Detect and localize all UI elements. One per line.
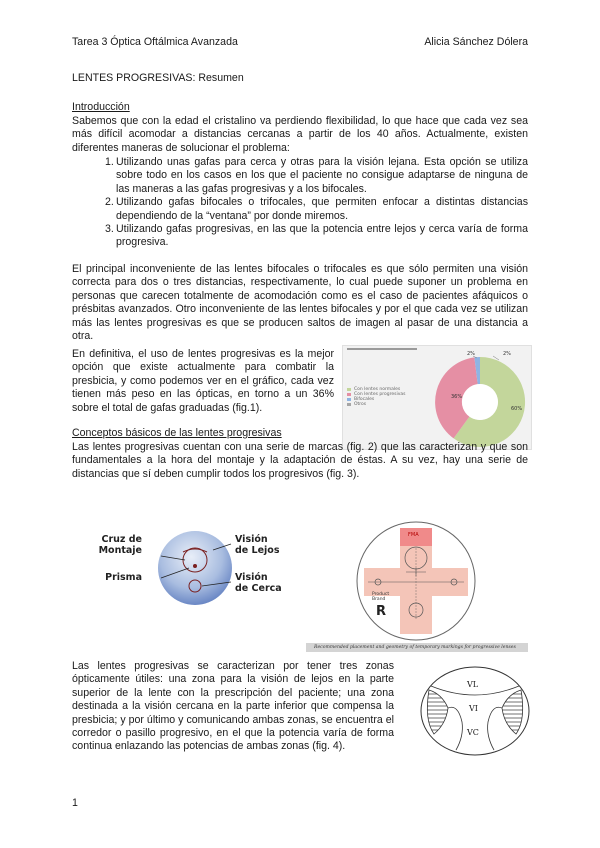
label-cruz-montaje: Cruz de Montaje [98,534,142,556]
legend-item: Otros [347,402,405,407]
document-title: LENTES PROGRESIVAS: Resumen [72,72,244,84]
header-right: Alicia Sánchez Dólera [424,36,528,48]
list-text: Utilizando unas gafas para cerca y otras para la visión lejana. Esta opción se utiliza sobre todo en los casos en los que el paciente no consigue adaptarse de ninguna de las maneras a las gafas progresivas y a los bifocales. [116,156,528,195]
figure-3-caption: Recommended placement and geometry of temporary markings for progressive lenses [314,645,516,650]
label-vc: VC [467,728,479,737]
label-prisma: Prisma [105,572,142,583]
list-text: Utilizando gafas progresivas, en las que la potencia entre lejos y cerca varía de forma progresiva. [116,223,528,249]
label-60: 60% [511,406,523,412]
figure-4-zones [418,664,532,758]
list-item [72,156,528,196]
lens-geometry [354,520,478,642]
label-vi: VI [469,704,478,713]
header-left: Tarea 3 Óptica Oftálmica Avanzada [72,36,238,48]
figure-3-caption-bar [306,643,528,652]
figure-1-chart [342,345,532,450]
list-text: Utilizando gafas bifocales o trifocales, que permiten enfocar a distintas distancias dependiendo de la “ventana” por donde miremos. [116,196,528,222]
chart-legend [347,387,405,407]
label-vision-cerca: Visión de Cerca [235,572,282,594]
legend-item: Con lentes normales [347,387,405,392]
intro-paragraph-3: En definitiva, el uso de lentes progresivas es la mejor opción que existe actualmente para combatir la presbicia, y como podemos ver en el gráfico, cada vez tienen más peso en las ópticas, en torno a un 36% sobre el total de gafas graduadas (fig.1). [72,348,334,414]
legend-item: Bifocales [347,397,405,402]
label-vision-lejos: Visión de Lejos [235,534,280,556]
label-vl: VL [467,680,479,689]
label-product-brand: Product Brand [372,592,390,602]
figure-2-markings [80,528,290,608]
intro-paragraph-2: El principal inconveniente de las lentes bifocales o trifocales es que sólo permiten una visión correcta para dos o tres distancias, respectivamente, lo cual puede suponer un problema en personas que carecen totalmente de acomodación como es el caso de pacientes afáquicos o présbitas avanzados. Otro inconveniente de las lentes bifocales y por el que cada vez se utilizan más las lentes progresivas es que se producen saltos de imagen al pasar de una distancia a otra. [72,263,528,343]
label-fma: FMA [408,532,419,538]
list-number: 3. [105,223,114,236]
lens-diagram [155,530,235,608]
label-2a: 2% [467,351,475,357]
intro-heading: Introducción [72,101,130,113]
list-number: 2. [105,196,114,209]
intro-list [72,156,528,250]
label-2b: 2% [503,351,511,357]
concepts-heading: Conceptos básicos de las lentes progresivas [72,427,282,439]
list-item [72,196,528,223]
list-number: 1. [105,156,114,168]
legend-item: Con lentes progresivas [347,392,405,397]
concepts-paragraph-2: Las lentes progresivas se caracterizan por tener tres zonas ópticamente útiles: una zona para la visión de lejos en la parte superior de la lente con la prescripción del paciente; una zona destinada a la visión cercana en la parte inferior que compensa la presbicia; y por último y comunicando ambas zonas, se encuentra el corredor o pasillo progresivo, en el que la potencia varía de forma continua enlazando las potencias de ambas zonas (fig. 4). [72,660,394,753]
list-item [72,223,528,250]
figure-3-geometry [306,520,528,652]
concepts-paragraph: Las lentes progresivas cuentan con una serie de marcas (fig. 2) que las caracterizan y que son fundamentales a la hora del montaje y la adaptación de éstas. A su vez, hay una serie de distancias que sí deben cumplir todos los progresivos (fig. 3). [72,441,528,480]
label-r: R [376,604,387,619]
intro-paragraph: Sabemos que con la edad el cristalino va perdiendo flexibilidad, lo que hace que cada vez sea más difícil acomodar a distancias cercanas a partir de los 40 años. Actualmente, existen diferentes maneras de solucionar el problema: [72,115,528,154]
page-number: 1 [72,797,78,809]
label-36: 36% [451,394,463,400]
